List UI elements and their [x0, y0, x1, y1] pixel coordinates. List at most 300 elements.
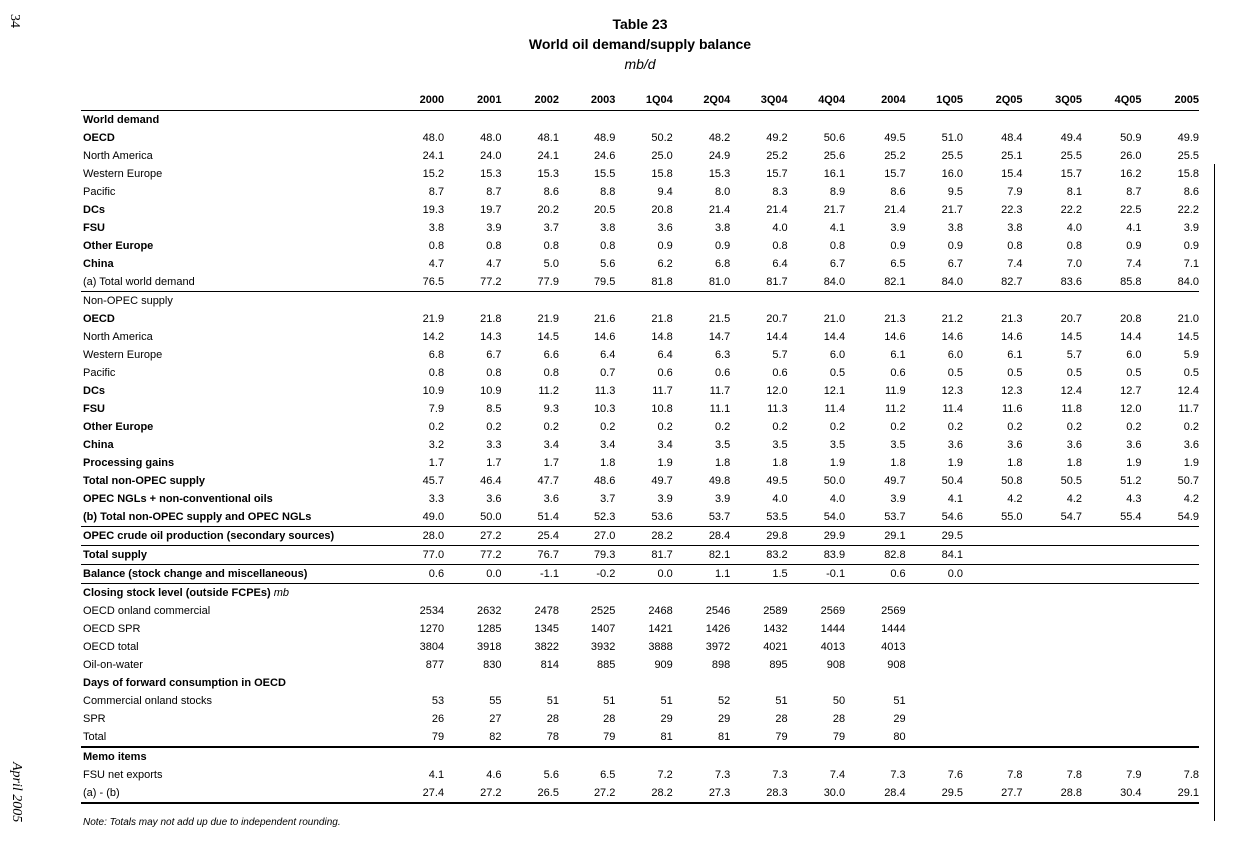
value-cell: 16.1: [823, 168, 846, 180]
value-cell: 14.5: [1177, 331, 1199, 343]
value-cell: 0.2: [1007, 421, 1023, 433]
table-row: [81, 692, 1199, 710]
value-cell: 9.5: [947, 186, 964, 198]
value-cell: 3.3: [428, 493, 445, 505]
value-cell: 5.6: [543, 769, 559, 781]
value-cell: 27.0: [559, 527, 615, 546]
value-cell: 7.4: [1007, 258, 1023, 270]
value-cell: 26.5: [502, 784, 559, 803]
value-cell: [615, 584, 672, 603]
value-cell: 0.5: [947, 367, 964, 379]
row-label: [81, 147, 389, 165]
value-cell: 29.5: [906, 527, 963, 546]
column-header: 3Q05: [1023, 90, 1082, 111]
value-cell: 21.8: [480, 313, 502, 325]
value-cell: 6.5: [600, 769, 616, 781]
value-cell: 4013: [820, 641, 846, 653]
value-cell: 6.0: [829, 349, 846, 361]
row-label-text: Processing gains: [83, 457, 175, 469]
value-cell: [1023, 527, 1082, 546]
value-cell: 27.2: [444, 784, 501, 803]
table-row: [81, 292, 1199, 311]
value-cell: [963, 747, 1022, 766]
value-cell: [1082, 747, 1141, 766]
row-label: [81, 638, 389, 656]
value-cell: [963, 710, 1022, 728]
value-cell: 50.0: [444, 508, 501, 527]
value-cell: 84.0: [906, 273, 963, 292]
value-cell: 28: [832, 713, 846, 725]
row-label-text: Total supply: [83, 549, 147, 561]
value-cell: 27.2: [559, 784, 615, 803]
value-cell: 3.9: [657, 493, 673, 505]
column-header: 1Q04: [615, 90, 672, 111]
value-cell: [1082, 292, 1141, 311]
row-label: [81, 436, 389, 454]
value-cell: 84.0: [788, 273, 845, 292]
row-label-text: OECD onland commercial: [83, 605, 211, 617]
value-cell: 21.6: [593, 313, 616, 325]
value-cell: 3.8: [428, 222, 445, 234]
value-cell: 8.7: [486, 186, 502, 198]
value-cell: 6.0: [1126, 349, 1142, 361]
value-cell: 4.1: [1126, 222, 1142, 234]
value-cell: [963, 638, 1022, 656]
value-cell: 52: [717, 695, 731, 707]
value-cell: 14.5: [1060, 331, 1083, 343]
value-cell: 0.8: [772, 240, 788, 252]
table-row: [81, 255, 1199, 273]
row-label-text: OECD total: [83, 641, 139, 653]
value-cell: 21.4: [708, 204, 731, 216]
value-cell: [1082, 620, 1141, 638]
value-cell: [559, 747, 615, 766]
value-cell: 19.3: [422, 204, 445, 216]
value-cell: [615, 747, 672, 766]
value-cell: 1.8: [1007, 457, 1023, 469]
value-cell: 49.8: [708, 475, 731, 487]
row-label: [81, 364, 389, 382]
value-cell: 21.0: [1177, 313, 1199, 325]
value-cell: [673, 584, 730, 603]
value-cell: 54.7: [1023, 508, 1082, 527]
value-cell: 2525: [590, 605, 616, 617]
table-row: [81, 310, 1199, 328]
value-cell: 48.6: [593, 475, 616, 487]
value-cell: [845, 584, 906, 603]
value-cell: [389, 111, 444, 130]
value-cell: 25.2: [766, 150, 788, 162]
value-cell: 0.2: [1066, 421, 1083, 433]
value-cell: 28.4: [845, 784, 906, 803]
value-cell: 9.3: [543, 403, 559, 415]
value-cell: 2546: [705, 605, 731, 617]
value-cell: 28.2: [615, 784, 672, 803]
value-cell: 77.0: [389, 546, 444, 565]
row-label: [81, 201, 389, 219]
value-cell: 4.7: [486, 258, 502, 270]
value-cell: 0.8: [829, 240, 846, 252]
value-cell: 29.8: [730, 527, 787, 546]
value-cell: 76.7: [502, 546, 559, 565]
value-cell: 20.5: [593, 204, 616, 216]
value-cell: 3918: [477, 641, 502, 653]
value-cell: 0.2: [714, 421, 731, 433]
value-cell: 15.8: [651, 168, 673, 180]
value-cell: 28: [546, 713, 559, 725]
row-label: [81, 328, 389, 346]
value-cell: [788, 111, 845, 130]
value-cell: 14.6: [884, 331, 906, 343]
value-cell: [615, 674, 672, 692]
table-row: [81, 436, 1199, 454]
value-cell: [1023, 620, 1082, 638]
value-cell: 0.0: [444, 565, 501, 584]
column-header: 3Q04: [730, 90, 787, 111]
value-cell: 45.7: [422, 475, 445, 487]
value-cell: 22.2: [1060, 204, 1083, 216]
table-row: [81, 237, 1199, 255]
value-cell: 11.4: [824, 403, 846, 415]
value-cell: 9.4: [657, 186, 673, 198]
value-cell: 6.1: [1007, 349, 1023, 361]
value-cell: 0.2: [772, 421, 788, 433]
value-cell: 7.2: [657, 769, 673, 781]
value-cell: 20.2: [537, 204, 559, 216]
value-cell: [615, 292, 672, 311]
value-cell: 50.9: [1120, 132, 1142, 144]
value-cell: [1142, 602, 1200, 620]
value-cell: 50: [832, 695, 846, 707]
value-cell: 55: [489, 695, 502, 707]
value-cell: [963, 111, 1022, 130]
header-label-cell: [81, 90, 389, 111]
value-cell: 0.2: [1183, 421, 1199, 433]
value-cell: 0.8: [600, 240, 616, 252]
row-label-text: North America: [83, 331, 153, 343]
value-cell: 1421: [648, 623, 673, 635]
row-label-unit: mb: [270, 587, 289, 599]
value-cell: 21.9: [537, 313, 559, 325]
value-cell: 16.2: [1120, 168, 1142, 180]
value-cell: 1444: [881, 623, 906, 635]
value-cell: 6.4: [772, 258, 788, 270]
value-cell: 1.8: [600, 457, 616, 469]
table-row: [81, 147, 1199, 165]
value-cell: 51.4: [502, 508, 559, 527]
value-cell: 6.8: [714, 258, 731, 270]
value-cell: 79: [389, 728, 444, 747]
value-cell: 1345: [534, 623, 559, 635]
row-label-text: (a) - (b): [83, 787, 120, 799]
value-cell: 1270: [419, 623, 445, 635]
value-cell: 81.7: [730, 273, 787, 292]
value-cell: [1023, 747, 1082, 766]
value-cell: 7.1: [1183, 258, 1199, 270]
value-cell: [1023, 692, 1082, 710]
value-cell: 14.3: [480, 331, 502, 343]
row-label-text: FSU: [83, 222, 105, 234]
row-label-text: (a) Total world demand: [83, 276, 195, 288]
value-cell: 8.6: [1183, 186, 1199, 198]
value-cell: [502, 584, 559, 603]
value-cell: [845, 747, 906, 766]
value-cell: 6.7: [486, 349, 502, 361]
value-cell: [1023, 674, 1082, 692]
value-cell: 78: [502, 728, 559, 747]
value-cell: [1142, 111, 1200, 130]
value-cell: 48.0: [480, 132, 502, 144]
value-cell: [1023, 111, 1082, 130]
row-label: [81, 382, 389, 400]
value-cell: 3932: [590, 641, 616, 653]
row-label-text: Days of forward consumption in OECD: [83, 677, 286, 689]
value-cell: [389, 747, 444, 766]
value-cell: [963, 620, 1022, 638]
row-label: [81, 346, 389, 364]
value-cell: 79: [788, 728, 845, 747]
value-cell: 15.3: [480, 168, 502, 180]
value-cell: [963, 565, 1022, 584]
value-cell: 0.7: [600, 367, 616, 379]
value-cell: [444, 292, 501, 311]
table-row: [81, 638, 1199, 656]
value-cell: [1082, 584, 1141, 603]
column-header: 4Q05: [1082, 90, 1141, 111]
value-cell: 8.6: [890, 186, 906, 198]
value-cell: [1082, 674, 1141, 692]
value-cell: 8.9: [829, 186, 846, 198]
value-cell: 0.8: [486, 367, 502, 379]
value-cell: 908: [826, 659, 846, 671]
value-cell: 55.4: [1082, 508, 1141, 527]
value-cell: [444, 674, 501, 692]
value-cell: 0.9: [947, 240, 964, 252]
value-cell: [906, 584, 963, 603]
row-label-text: DCs: [83, 204, 106, 216]
value-cell: 7.8: [1007, 769, 1023, 781]
value-cell: 10.3: [593, 403, 616, 415]
value-cell: 12.0: [766, 385, 788, 397]
value-cell: [1142, 620, 1200, 638]
row-label-text: North America: [83, 150, 153, 162]
row-label: [81, 508, 389, 527]
value-cell: 14.4: [1120, 331, 1142, 343]
row-label-text: China: [83, 439, 114, 451]
value-cell: [906, 111, 963, 130]
value-cell: 7.9: [1007, 186, 1023, 198]
value-cell: 29: [893, 713, 906, 725]
value-cell: 82.1: [673, 546, 730, 565]
value-cell: 29.5: [906, 784, 963, 803]
value-cell: 12.7: [1120, 385, 1142, 397]
value-cell: 0.6: [890, 367, 906, 379]
value-cell: 0.8: [1066, 240, 1083, 252]
row-label: [81, 183, 389, 201]
table-row: [81, 183, 1199, 201]
table-row: [81, 527, 1199, 546]
row-label: [81, 273, 389, 292]
value-cell: 85.8: [1082, 273, 1141, 292]
value-cell: 54.0: [788, 508, 845, 527]
value-cell: [906, 602, 963, 620]
value-cell: 4.0: [772, 222, 788, 234]
value-cell: 3.6: [543, 493, 559, 505]
row-label: [81, 310, 389, 328]
table-row: [81, 219, 1199, 237]
value-cell: 6.8: [428, 349, 445, 361]
value-cell: [788, 674, 845, 692]
value-cell: 3.4: [657, 439, 673, 451]
value-cell: 81.7: [615, 546, 672, 565]
value-cell: 1.5: [730, 565, 787, 584]
value-cell: [845, 111, 906, 130]
column-header: 2002: [502, 90, 559, 111]
value-cell: 20.8: [651, 204, 673, 216]
value-cell: 12.4: [1177, 385, 1199, 397]
value-cell: 12.0: [1120, 403, 1142, 415]
value-cell: 81.0: [673, 273, 730, 292]
value-cell: 29: [660, 713, 673, 725]
value-cell: 1.9: [947, 457, 964, 469]
value-cell: 83.6: [1023, 273, 1082, 292]
value-cell: 6.6: [543, 349, 559, 361]
row-label-text: Western Europe: [83, 349, 163, 361]
value-cell: 51.2: [1120, 475, 1142, 487]
value-cell: 1.8: [890, 457, 906, 469]
value-cell: 909: [654, 659, 673, 671]
value-cell: 7.4: [829, 769, 846, 781]
row-label: [81, 165, 389, 183]
row-label: [81, 747, 389, 766]
table-row: [81, 565, 1199, 584]
value-cell: [559, 674, 615, 692]
value-cell: 12.3: [1001, 385, 1023, 397]
value-cell: 25.0: [651, 150, 673, 162]
value-cell: [1142, 728, 1200, 747]
row-label-text: OPEC NGLs + non-conventional oils: [83, 493, 273, 505]
value-cell: 28: [775, 713, 788, 725]
value-cell: 3.5: [714, 439, 731, 451]
value-cell: 6.7: [947, 258, 964, 270]
value-cell: 82.7: [963, 273, 1022, 292]
value-cell: 19.7: [480, 204, 502, 216]
row-label-text: World demand: [83, 114, 160, 126]
value-cell: [389, 584, 444, 603]
column-header: 1Q05: [906, 90, 963, 111]
value-cell: [673, 292, 730, 311]
value-cell: 49.2: [766, 132, 788, 144]
value-cell: 0.2: [428, 421, 445, 433]
value-cell: 8.8: [600, 186, 616, 198]
value-cell: 50.6: [823, 132, 846, 144]
value-cell: [963, 656, 1022, 674]
value-cell: 14.6: [1001, 331, 1023, 343]
value-cell: [906, 292, 963, 311]
value-cell: 15.4: [1001, 168, 1023, 180]
value-cell: [906, 692, 963, 710]
value-cell: 2632: [477, 605, 502, 617]
value-cell: 21.3: [1001, 313, 1023, 325]
value-cell: 0.2: [486, 421, 502, 433]
value-cell: [1142, 656, 1200, 674]
value-cell: 0.5: [1007, 367, 1023, 379]
value-cell: 21.5: [708, 313, 731, 325]
value-cell: 4.0: [772, 493, 788, 505]
value-cell: 4.1: [829, 222, 846, 234]
value-cell: 4.1: [947, 493, 964, 505]
value-cell: 28.2: [615, 527, 672, 546]
value-cell: 12.1: [823, 385, 846, 397]
value-cell: 29.1: [845, 527, 906, 546]
table-row: [81, 508, 1199, 527]
value-cell: 49.0: [389, 508, 444, 527]
value-cell: 3.6: [1007, 439, 1023, 451]
table-row: [81, 328, 1199, 346]
table-row: [81, 382, 1199, 400]
value-cell: 6.1: [890, 349, 906, 361]
value-cell: [1142, 674, 1200, 692]
row-label: [81, 418, 389, 436]
value-cell: 49.5: [766, 475, 788, 487]
value-cell: 0.2: [890, 421, 906, 433]
value-cell: 0.9: [1183, 240, 1199, 252]
value-cell: 55.0: [963, 508, 1022, 527]
value-cell: 15.5: [593, 168, 616, 180]
value-cell: 25.5: [1177, 150, 1199, 162]
value-cell: [730, 584, 787, 603]
value-cell: 53.7: [673, 508, 730, 527]
row-label: [81, 454, 389, 472]
value-cell: [906, 620, 963, 638]
value-cell: 0.9: [1126, 240, 1142, 252]
row-label: [81, 602, 389, 620]
value-cell: 11.3: [594, 385, 616, 397]
value-cell: [389, 674, 444, 692]
value-cell: 4.3: [1126, 493, 1142, 505]
table-row: [81, 454, 1199, 472]
column-header-row: [81, 90, 1199, 111]
value-cell: 5.7: [772, 349, 788, 361]
value-cell: 50.2: [651, 132, 673, 144]
value-cell: 83.2: [730, 546, 787, 565]
value-cell: 46.4: [480, 475, 502, 487]
value-cell: 21.7: [823, 204, 846, 216]
column-header: 4Q04: [788, 90, 845, 111]
value-cell: 1.9: [829, 457, 846, 469]
value-cell: 26: [431, 713, 445, 725]
value-cell: 49.9: [1177, 132, 1199, 144]
row-label: [81, 766, 389, 784]
value-cell: 52.3: [559, 508, 615, 527]
value-cell: 29.9: [788, 527, 845, 546]
value-cell: 21.9: [422, 313, 445, 325]
value-cell: 11.7: [709, 385, 731, 397]
table-row: [81, 602, 1199, 620]
table-row: [81, 766, 1199, 784]
value-cell: 830: [483, 659, 502, 671]
row-label-text: Oil-on-water: [83, 659, 143, 671]
value-cell: 1444: [820, 623, 846, 635]
value-cell: 27.7: [963, 784, 1022, 803]
value-cell: [730, 111, 787, 130]
value-cell: 1.7: [486, 457, 502, 469]
value-cell: -0.1: [788, 565, 845, 584]
value-cell: 0.2: [543, 421, 559, 433]
value-cell: 0.6: [657, 367, 673, 379]
value-cell: 81.8: [615, 273, 672, 292]
row-label-text: Commercial onland stocks: [83, 695, 212, 707]
